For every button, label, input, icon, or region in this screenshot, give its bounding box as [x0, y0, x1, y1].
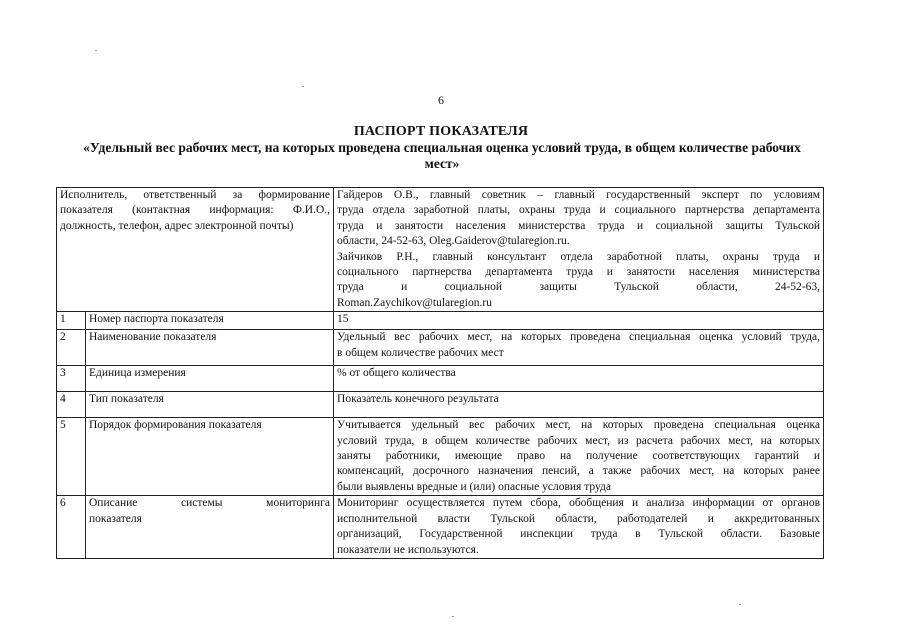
row-label — [86, 366, 334, 392]
row-label — [86, 392, 334, 418]
executor-value-line: Гайдеров О.В., главный советник – главный государственный эксперт по условиям — [337, 189, 821, 201]
row-number: 2 — [57, 330, 86, 366]
row-value-line: исполнительной власти Тульской области, работодателей и аккредитованных — [337, 512, 821, 525]
row-value-line: Учитывается удельный вес рабочих мест, на которых проведена специальная оценка — [337, 419, 821, 432]
row-value-line: компенсаций, досрочного назначения пенсий, а также рабочих мест, на которых ранее — [337, 465, 821, 478]
row-label-line: Порядок формирования показателя — [89, 419, 262, 432]
row-number: 3 — [57, 366, 86, 392]
row-value-line: 15 — [337, 313, 349, 326]
row-value — [334, 312, 824, 330]
scan-speck — [302, 86, 304, 87]
table-row — [57, 330, 824, 366]
row-label-line: показателя — [89, 512, 142, 525]
row-label — [86, 496, 334, 559]
table-row-executor — [57, 188, 824, 312]
row-value-line: Удельный вес рабочих мест, на которых проведена специальная оценка условий труда, — [337, 331, 821, 344]
table-row — [57, 366, 824, 392]
row-value — [334, 330, 824, 366]
executor-value-line: труда и занятости населения министерства труда и социальной защиты Тульской — [337, 219, 821, 232]
row-value-line: Мониторинг осуществляется путем сбора, обобщения и анализа информации от органов — [337, 497, 821, 510]
row-label — [86, 330, 334, 366]
executor-label-cell — [57, 188, 334, 312]
indicator-passport-table — [56, 187, 824, 559]
executor-label-line: показателя (контактная информация: Ф.И.О., — [60, 204, 331, 217]
executor-value-line: Roman.Zaychikov@tularegion.ru — [337, 296, 492, 309]
executor-label-line: Исполнитель, ответственный за формирование — [60, 189, 331, 201]
row-value — [334, 392, 824, 418]
row-label — [86, 418, 334, 496]
row-number: 4 — [57, 392, 86, 418]
row-number: 5 — [57, 418, 86, 496]
scan-speck — [739, 604, 741, 605]
page-number: 6 — [438, 93, 444, 107]
document-title: ПАСПОРТ ПОКАЗАТЕЛЯ — [353, 124, 529, 139]
row-number: 1 — [57, 312, 86, 330]
document-subtitle: «Удельный вес рабочих мест, на которых проведена специальная оценка условий труда, в общем количестве рабочих мест» — [83, 140, 801, 171]
executor-value-cell — [334, 188, 824, 312]
table-row — [57, 418, 824, 496]
row-label — [86, 312, 334, 330]
scan-speck — [452, 616, 454, 617]
table-row — [57, 496, 824, 559]
executor-label-line: должность, телефон, адрес электронной почты) — [60, 219, 294, 232]
row-label-line: Единица измерения — [89, 367, 186, 380]
row-value-line: показатели не используются. — [337, 543, 479, 556]
row-value — [334, 418, 824, 496]
row-label-line: Описание системы мониторинга — [89, 497, 331, 510]
executor-value-line: области, 24-52-63, Oleg.Gaiderov@tularegion.ru. — [337, 235, 570, 248]
table-row — [57, 312, 824, 330]
row-label-line: Тип показателя — [89, 393, 164, 406]
row-value-line: Показатель конечного результата — [337, 393, 499, 406]
row-value-line: % от общего количества — [337, 367, 456, 380]
row-label-line: Наименование показателя — [89, 331, 217, 344]
row-number: 6 — [57, 496, 86, 559]
row-value-line: организаций, Государственной инспекции труда в Тульской области. Базовые — [337, 528, 821, 541]
row-value — [334, 366, 824, 392]
executor-value-line: Зайчиков Р.Н., главный консультант отдела заработной платы, охраны труда и — [337, 250, 821, 263]
table-row — [57, 392, 824, 418]
executor-value-line: социального партнерства департамента труда и занятости населения министерства — [337, 266, 821, 279]
row-value-line: условий труда, в общем количестве рабочих мест, из расчета рабочих мест, на которых — [337, 434, 821, 447]
scan-speck — [95, 50, 97, 51]
row-value-line: были выявлены вредные и (или) опасные условия труда — [337, 480, 611, 493]
executor-value-line: труда отдела заработной платы, охраны труда и социального партнерства департамента — [337, 204, 821, 217]
row-value — [334, 496, 824, 559]
row-value-line: заняты работники, имеющие право на получение соответствующих гарантий и — [337, 450, 821, 463]
row-label-line: Номер паспорта показателя — [89, 313, 224, 326]
executor-value-line: труда и социальной защиты Тульской области, 24-52-63, — [337, 281, 821, 294]
row-value-line: в общем количестве рабочих мест — [337, 346, 504, 359]
